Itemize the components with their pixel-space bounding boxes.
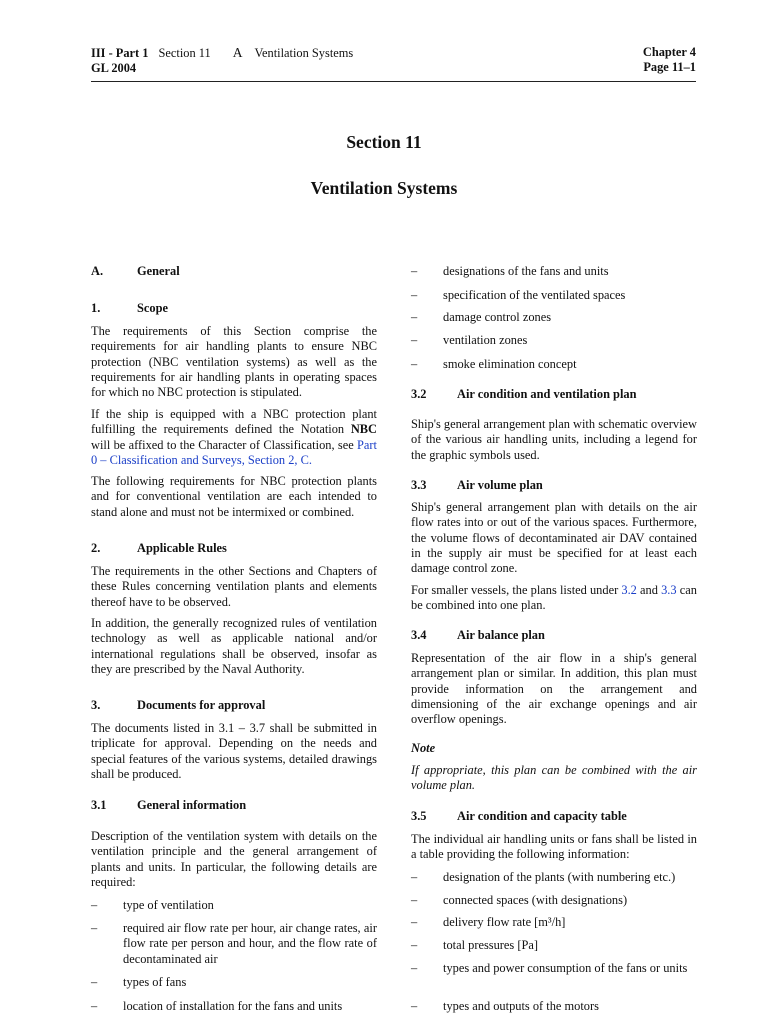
list-item: – types and outputs of the motors [411,999,697,1014]
heading-3-2 [411,387,697,402]
list-item-text: damage control zones [443,310,552,324]
list-item: – designations of the fans and units [411,264,697,279]
list-item: – required air flow rate per hour, air change rates, air flow rate per person and hour, and the flow rate of decontaminated air [91,921,377,966]
heading-3 [91,698,377,713]
heading-a [91,264,377,279]
list-item-text: delivery flow rate [m³/h] [443,915,566,929]
list-item: – types and power consumption of the fans or units [411,961,697,976]
list-item: – location of installation for the fans and units [91,999,377,1014]
list-item-text: required air flow rate per hour, air change rates, air flow rate per person and hour, and the flow rate of decontaminated air [123,921,377,966]
header-letter: A [232,45,243,60]
heading-1-num: 1. [91,301,101,315]
heading-3-5-num: 3.5 [411,809,427,823]
list-item: – connected spaces (with designations) [411,893,697,908]
heading-1-title: Scope [137,301,168,315]
heading-3-1 [91,798,377,813]
heading-3-4 [411,628,697,643]
heading-2-num: 2. [91,541,101,555]
air-balance-paragraph: Representation of the air flow in a ship's general arrangement plan or similar. In addition, this plan must provide information on the arrangement and dimensioning of the air exchange openings and air overflow openings. [411,651,697,727]
header-rules: GL 2004 [91,61,137,76]
heading-3-2-title: Air condition and ventilation plan [457,387,637,401]
note-heading: Note [411,741,436,755]
header-right [643,45,696,76]
list-item-text: connected spaces (with designations) [443,893,628,907]
heading-3-5 [411,809,697,824]
list-item: – ventilation zones [411,333,697,348]
list-item: – damage control zones [411,310,697,325]
capacity-table-paragraph: The individual air handling units or fans shall be listed in a table providing the following information: [411,832,697,862]
section-name: Ventilation Systems [310,178,458,198]
section-title: Section 11 [346,132,422,152]
heading-3-2-num: 3.2 [411,387,427,401]
list-item-text: type of ventilation [123,898,214,912]
scope-paragraph-1: The requirements of this Section comprise the requirements for air handling plants to ensure NBC protection (NBC ventilation systems) as well as the requirements for air handling plants in operating spaces for which no NBC protection is stipulated. [91,324,377,400]
list-item-text: types of fans [123,975,187,989]
scope-p2-nbc: NBC [350,422,377,437]
list-item: – type of ventilation [91,898,377,913]
list-item-text: smoke elimination concept [443,357,577,371]
list-item-text: designations of the fans and units [443,264,609,278]
header-page: Page 11–1 [643,60,696,75]
heading-3-1-num: 3.1 [91,798,107,812]
air-volume-p2-and: and [640,583,658,597]
scope-paragraph-3: The following requirements for NBC protection plants and for conventional ventilation are each intended to stand alone and must not be intermixed or combined. [91,474,377,519]
heading-3-num: 3. [91,698,101,712]
rules-paragraph-2: In addition, the generally recognized rules of ventilation technology as well as applicable national and/or international regulations shall be observed, insofar as they are prescribed by the Naval Authority. [91,616,377,676]
heading-3-1-title: General information [137,798,247,812]
heading-3-3 [411,478,697,493]
general-info-paragraph: Description of the ventilation system with details on the ventilation principle and the general arrangement of plants and units. In particular, the following details are required: [91,829,377,889]
heading-3-3-num: 3.3 [411,478,427,492]
classification-link[interactable]: Part 0 – Classification and Surveys, Section 2, C. [91,437,377,467]
header-left [91,45,353,77]
scope-p2-c: will be affixed to the Character of Classification, see [91,437,354,452]
header-part: III - Part 1 [91,46,149,60]
scope-paragraph-2 [91,407,377,468]
air-volume-paragraph-1: Ship's general arrangement plan with details on the air flow rates into or out of the various spaces. Furthermore, the volume flows of decontaminated air DAV contained in the supply air must be specified for at least each damage control zone. [411,500,697,576]
air-volume-p2-b: can be combined into one plan. [411,583,697,613]
air-volume-p2-a: For smaller vessels, the plans listed under [411,583,619,597]
page-header [91,45,696,82]
header-chapter: Chapter 4 [642,45,696,59]
heading-a-num: A. [91,264,104,278]
list-item-text: location of installation for the fans and units [123,999,343,1013]
list-item-text: types and power consumption of the fans or units [443,961,688,975]
heading-2-title: Applicable Rules [137,541,227,555]
list-item: – delivery flow rate [m³/h] [411,915,697,930]
list-item-text: ventilation zones [443,333,528,347]
heading-a-title: General [137,264,180,278]
list-item-text: specification of the ventilated spaces [443,288,626,302]
header-section: Section 11 [158,46,211,60]
heading-3-4-num: 3.4 [411,628,427,642]
heading-3-title: Documents for approval [137,698,266,712]
list-item: – types of fans [91,975,377,990]
note-paragraph: If appropriate, this plan can be combined with the air volume plan. [411,763,697,793]
heading-3-3-title: Air volume plan [457,478,543,492]
documents-paragraph: The documents listed in 3.1 – 3.7 shall be submitted in triplicate for approval. Depending on the needs and special features of the various systems, detailed drawings shall be produced. [91,721,377,781]
rules-paragraph-1: The requirements in the other Sections and Chapters of these Rules concerning ventilation plants and elements thereof have to be observed. [91,564,377,609]
list-item: – smoke elimination concept [411,357,697,372]
heading-1 [91,301,377,316]
heading-3-4-title: Air balance plan [457,628,545,642]
list-item-text: designation of the plants (with numbering etc.) [443,870,676,884]
list-item: – total pressures [Pa] [411,938,697,953]
list-item: – specification of the ventilated spaces [411,288,697,303]
list-item-text: total pressures [Pa] [443,938,538,952]
air-volume-paragraph-2 [411,583,697,614]
list-item-text: types and outputs of the motors [443,999,599,1013]
header-topic: Ventilation Systems [254,46,354,60]
link-3-2[interactable]: 3.2 [621,583,637,597]
list-item: – designation of the plants (with numbering etc.) [411,870,697,885]
heading-3-5-title: Air condition and capacity table [457,809,627,823]
scope-p2-a: If the ship is equipped with a NBC protection plant fulfilling the requirements defined the Notation [91,407,377,437]
heading-2 [91,541,377,556]
ventilation-plan-paragraph: Ship's general arrangement plan with schematic overview of the various air handling units, including a legend for the graphic symbols used. [411,417,697,462]
link-3-3[interactable]: 3.3 [661,583,677,597]
